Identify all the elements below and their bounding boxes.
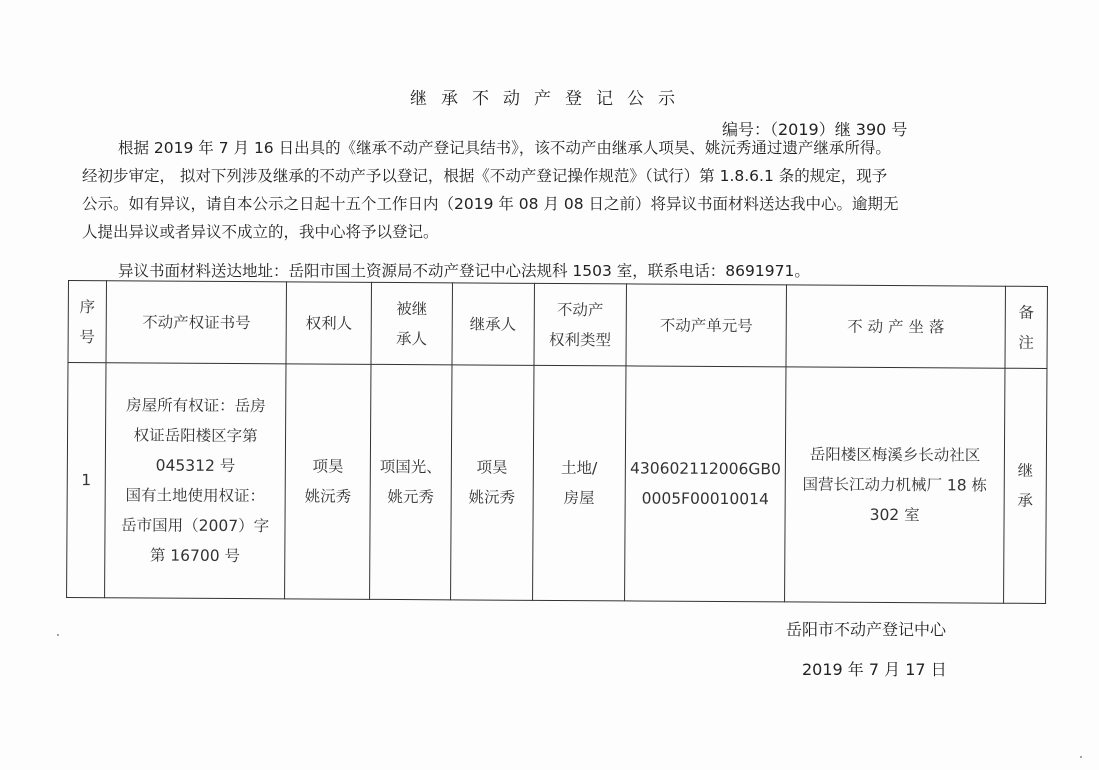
paragraph-line: 经初步审定， 拟对下列涉及继承的不动产予以登记，根据《不动产登记操作规范》（试行）第 1.8.6.1 条的规定，现予 [82, 167, 888, 185]
header-location: 不 动 产 坐 落 [786, 285, 1006, 368]
cell-decedent: 项国光、 姚元秀 [370, 364, 452, 599]
cell-remark: 继 承 [1004, 368, 1047, 603]
scan-speck [1080, 756, 1082, 758]
header-seq: 序 号 [68, 281, 106, 363]
header-unit-number: 不动产单元号 [626, 284, 786, 367]
issue-date: 2019 年 7 月 17 日 [802, 660, 947, 679]
header-remark: 备 注 [1005, 286, 1047, 368]
paragraph-line: 公示。如有异议，请自本公示之日起十五个工作日内（2019 年 08 月 08 日之前）将异议书面材料送达我中心。逾期无 [82, 195, 899, 213]
cell-owner: 项昊 姚沅秀 [285, 364, 371, 600]
header-owner: 权利人 [286, 282, 371, 365]
cell-location: 岳阳楼区梅溪乡长动社区 国营长江动力机械厂 18 栋 302 室 [785, 367, 1005, 603]
header-right-type: 不动产 权利类型 [534, 283, 627, 366]
cell-right-type: 土地/ 房屋 [532, 365, 626, 601]
header-heir: 继承人 [452, 283, 534, 365]
paragraph-line: 人提出异议或者异议不成立的，我中心将予以登记。 [82, 223, 439, 241]
cell-cert-number: 房屋所有权证：岳房 权证岳阳楼区字第 045312 号 国有土地使用权证： 岳市国用（2007）字 第 16700 号 [104, 363, 286, 599]
header-cert-number: 不动产权证书号 [106, 281, 287, 364]
objection-address: 异议书面材料送达地址：岳阳市国土资源局不动产登记中心法规科 1503 室，联系电话：8691971。 [118, 262, 810, 280]
scan-speck [57, 634, 59, 636]
registration-table [66, 280, 1048, 604]
document-number: 编号：（2019）继 390 号 [722, 120, 908, 139]
announcement-paragraph [82, 134, 1038, 246]
cell-unit-number: 430602112006GB0 0005F00010014 [625, 366, 786, 602]
header-decedent: 被继 承人 [371, 282, 452, 364]
document-title: 继承不动产登记公示 [410, 89, 689, 109]
cell-heir: 项昊 姚沅秀 [450, 365, 533, 600]
cell-seq: 1 [67, 363, 106, 598]
paragraph-line: 根据 2019 年 7 月 16 日出具的《继承不动产登记具结书》，该不动产由继承人项昊、姚沅秀通过遗产继承所得。 [118, 139, 891, 157]
issuing-organization: 岳阳市不动产登记中心 [786, 620, 947, 639]
table-row [67, 363, 1047, 604]
table-header-row [68, 281, 1047, 369]
